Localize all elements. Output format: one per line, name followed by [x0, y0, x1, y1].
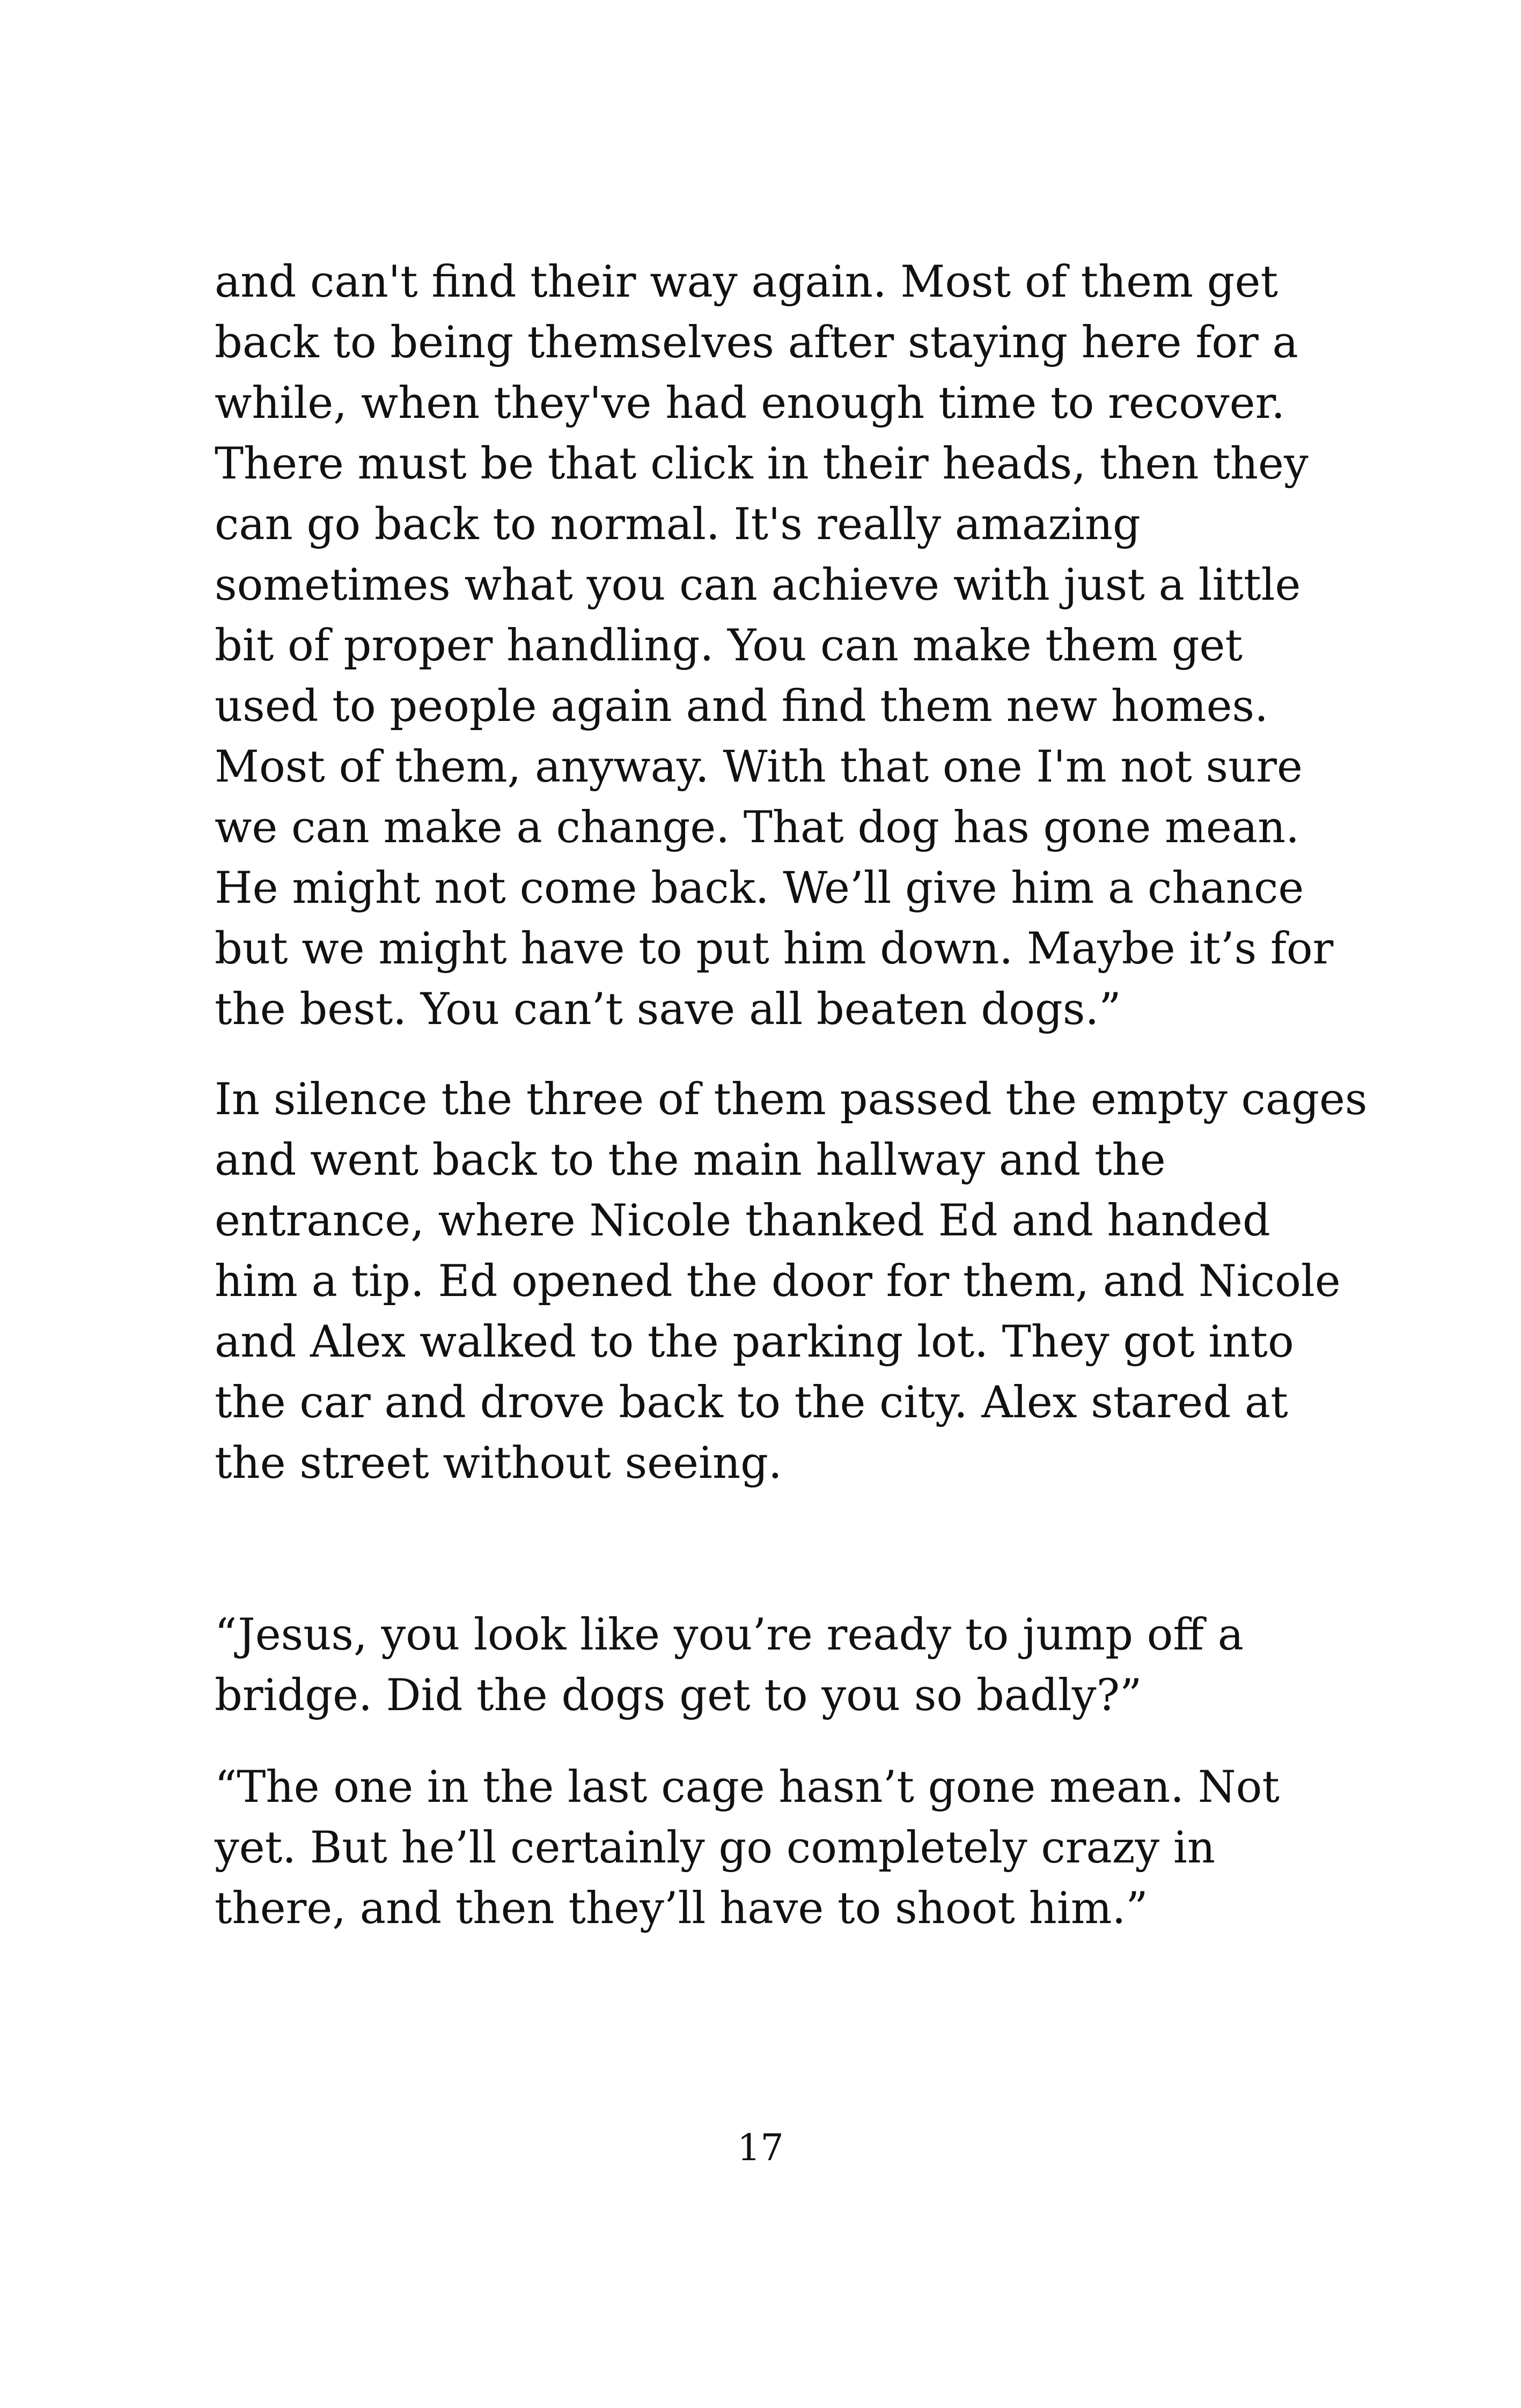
text-line: Most of them, anyway. With that one I'm not sure	[215, 742, 1303, 792]
text-line: “Jesus, you look like you’re ready to jump off a	[215, 1610, 1244, 1660]
text-line: In silence the three of them passed the empty cages	[215, 1074, 1368, 1125]
text-line: while, when they've had enough time to recover.	[215, 378, 1285, 429]
text-line: bridge. Did the dogs get to you so badly?”	[215, 1670, 1142, 1721]
text-line: and went back to the main hallway and the	[215, 1135, 1166, 1185]
text-line: bit of proper handling. You can make them get	[215, 621, 1243, 671]
text-line: yet. But he’ll certainly go completely crazy in	[215, 1823, 1216, 1873]
text-line: there, and then they’ll have to shoot him.”	[215, 1883, 1148, 1934]
text-line: used to people again and find them new homes.	[215, 681, 1268, 732]
text-line: but we might have to put him down. Maybe it’s for	[215, 924, 1334, 974]
text-line: we can make a change. That dog has gone mean.	[215, 802, 1299, 853]
text-line: He might not come back. We’ll give him a chance	[215, 863, 1304, 914]
paragraph-2	[215, 1070, 1367, 1494]
text-line: entrance, where Nicole thanked Ed and handed	[215, 1196, 1270, 1246]
text-line: and Alex walked to the parking lot. They got into	[215, 1317, 1294, 1367]
text-line: back to being themselves after staying here for a	[215, 318, 1298, 368]
text-line: and can't find their way again. Most of them get	[215, 257, 1278, 307]
text-line: There must be that click in their heads, then they	[215, 439, 1309, 489]
text-line: can go back to normal. It's really amazing	[215, 499, 1141, 550]
text-line: the best. You can’t save all beaten dogs.”	[215, 984, 1121, 1035]
paragraph-4	[215, 1757, 1280, 1939]
text-line: sometimes what you can achieve with just a little	[215, 560, 1301, 610]
paragraph-3	[215, 1605, 1244, 1726]
text-line: “The one in the last cage hasn’t gone mean. Not	[215, 1762, 1280, 1813]
paragraph-1	[215, 252, 1333, 1040]
text-line: the car and drove back to the city. Alex stared at	[215, 1378, 1288, 1428]
text-line: him a tip. Ed opened the door for them, and Nicole	[215, 1256, 1341, 1307]
text-line: the street without seeing.	[215, 1438, 782, 1489]
page-number: 17	[737, 2127, 784, 2169]
